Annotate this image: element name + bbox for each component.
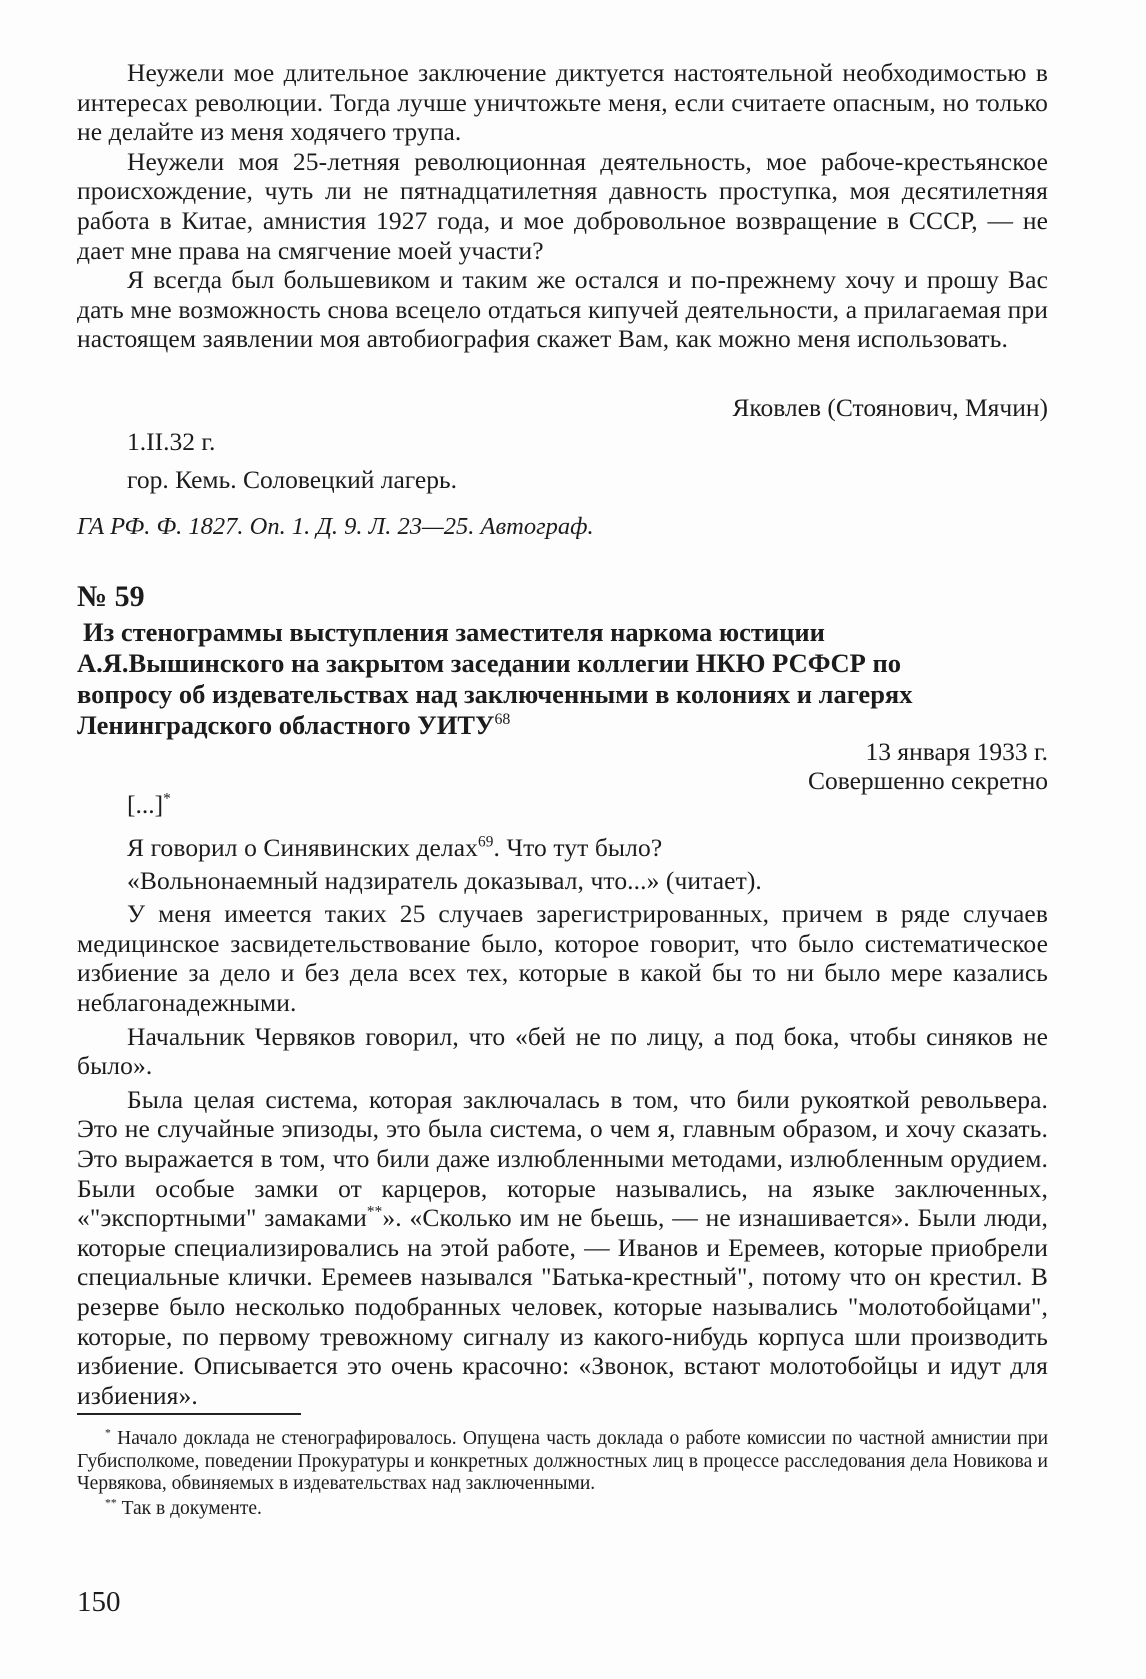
footnote: ** Так в документе. [105,1496,262,1519]
paragraph: Я говорил о Синявинских делах$^{69}$. Что тут было? [127,833,663,862]
document-date: 13 января 1933 г. [865,737,1048,766]
title-line: вопросу об издевательствах над заключенными в колониях и лагерях [77,679,913,709]
signature: Яковлев (Стоянович, Мячин) [732,393,1048,422]
footnote: * Начало доклада не стенографировалось. Опущена часть доклада о работе комиссии по частной амнистии при Губисполкоме, поведении Прокуратуры и конкретных должностных лиц в процессе расследования дела Новикова и Червякова, обвиняемых в издевательствах над заключенными. [77,1426,1049,1494]
omission-marker: [...]* [127,790,171,819]
paragraph: «Вольнонаемный надзиратель доказывал, что...» (читает). [127,865,762,895]
footnote-ref: 68 [494,711,511,729]
archive-reference: ГА РФ. Ф. 1827. Оп. 1. Д. 9. Л. 23—25. Автограф. [77,513,594,540]
classification-label: Совершенно секретно [807,766,1048,795]
paragraph: Я всегда был большевиком и таким же остался и по-прежнему хочу и прошу Вас дать мне возможность снова всецело отдаться кипучей деятельности, а прилагаемая при настоящем заявлении моя автобиография скажет Вам, как можно меня использовать. [77,265,1048,354]
paragraph: Неужели мое длительное заключение диктуется настоятельной необходимостью в интересах революции. Тогда лучше уничтожьте меня, если считаете опасным, но только не делайте из меня ходячего трупа. [77,58,1048,147]
paragraph: Была целая система, которая заключалась в том, что били рукояткой револьвера. Это не случайные эпизоды, это была система, о чем я, главным образом, и хочу сказать. Это выражается в том, что били даже излюбленными методами, излюбленным орудием. Были особые замки от карцеров, которые назывались, на языке заключенных, «"экспортными" замаками**». «Сколько им не бьешь, — не изнашивается». Были люди, которые специализировались на этой работе, — Иванов и Еремеев, которые приобрели специальные клички. Еремеев назывался "Батька-крестный", потому что он крестил. В резерве было несколько подобранных человек, которые назывались "молотобойцами", которые, по первому тревожному сигналу из какого-нибудь корпуса шли производить избиение. Описывается это очень красочно: «Звонок, встают молотобойцы и идут для избиения». [77,1084,1048,1410]
document-title [77,617,1057,741]
previous-document-body [77,58,1048,354]
paragraph: У меня имеется таких 25 случаев зарегистрированных, причем в ряде случаев медицинское засвидетельствование было, которое говорит, что было систематическое избиение за дело и без дела всех тех, которые в какой бы то ни было мере казались неблагонадежными. [77,899,1048,1017]
footnote-divider [77,1413,301,1415]
footnote-ref: ** [366,1203,383,1221]
document-number: № 59 [77,580,145,613]
letter-place: гор. Кемь. Соловецкий лагерь. [127,465,457,494]
footnotes [77,1428,1048,1520]
paragraph: Неужели моя 25-летняя революционная деятельность, мое рабоче-крестьянское происхождение, чуть ли не пятнадцатилетняя давность проступка, моя десятилетняя работа в Китае, амнистия 1927 года, и мое добровольное возвращение в СССР, — не дает мне права на смягчение моей участи? [77,146,1048,265]
page-number: 150 [77,1586,121,1618]
title-line: Ленинградского областного УИТУ [77,710,495,740]
footnote-ref: * [163,790,171,808]
paragraph: Начальник Червяков говорил, что «бей не по лицу, а под бока, чтобы синяков не было». [77,1021,1048,1081]
title-line: Из стенограммы выступления заместителя наркома юстиции [83,617,825,647]
letter-date: 1.II.32 г. [127,427,216,456]
document-body [77,833,1048,1410]
footnote-ref: 69 [478,833,494,851]
title-line: А.Я.Вышинского на закрытом заседании коллегии НКЮ РСФСР по [77,648,901,678]
